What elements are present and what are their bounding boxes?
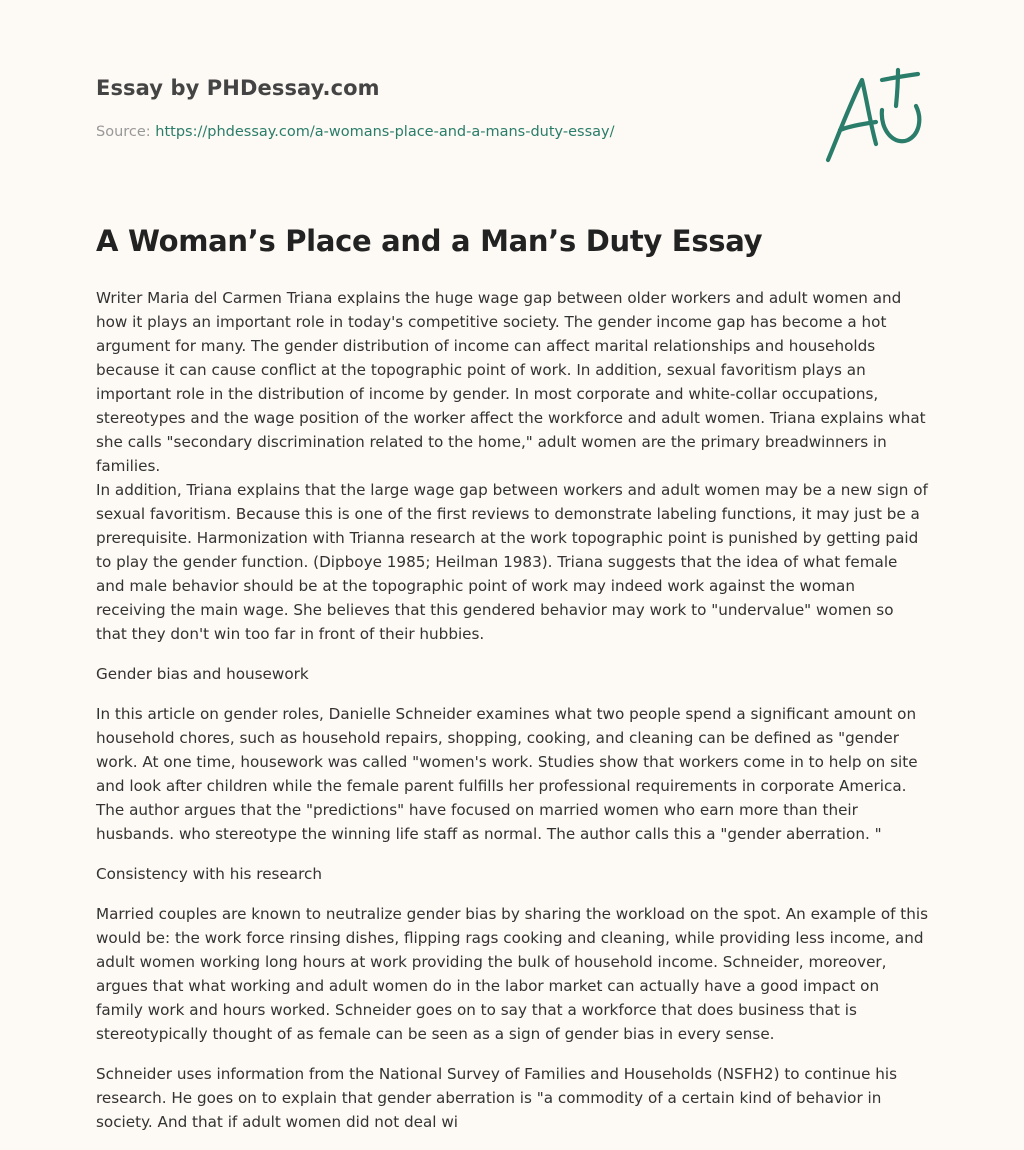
section-heading-gender-bias: Gender bias and housework xyxy=(96,665,309,683)
essay-body xyxy=(96,286,928,1150)
paragraph-1: Writer Maria del Carmen Triana explains the huge wage gap between older workers and adult women and how it plays an important role in today's competitive society. The gender income gap has become a hot argument for many. The gender distribution of income can affect marital relationships and households because it can cause conflict at the topographic point of work. In addition, sexual favoritism plays an important role in the distribution of income by gender. In most corporate and white-collar occupations, stereotypes and the wage position of the worker affect the workforce and adult women. Triana explains what she calls "secondary discrimination related to the home," adult women are the primary breadwinners in families. xyxy=(96,289,926,475)
paragraph-5: Schneider uses information from the National Survey of Families and Households (NSFH2) to continue his research. He goes on to explain that gender aberration is "a commodity of a certain kind of behavior in society. And that if adult women did not deal wi xyxy=(96,1065,898,1131)
site-brand: Essay by PHDessay.com xyxy=(96,76,380,100)
paragraph-2: In addition, Triana explains that the large wage gap between workers and adult women may be a new sign of sexual favoritism. Because this is one of the first reviews to demonstrate labeling functions, it may just be a prerequisite. Harmonization with Trianna research at the work topographic point is punished by getting paid to play the gender function. (Dipboye 1985; Heilman 1983). Triana suggests that the idea of what female and male behavior should be at the topographic point of work may indeed work against the woman receiving the main wage. She believes that this gendered behavior may work to "undervalue" women so that they don't win too far in front of their hubbies. xyxy=(96,481,928,643)
section-heading-consistency: Consistency with his research xyxy=(96,865,322,883)
essay-title: A Woman’s Place and a Man’s Duty Essay xyxy=(96,224,763,258)
paragraph-4: Married couples are known to neutralize gender bias by sharing the workload on the spot. An example of this would be: the work force rinsing dishes, flipping rags cooking and cleaning, while providing less income, and adult women working long hours at work providing the bulk of household income. Schneider, moreover, argues that what working and adult women do in the labor market can actually have a good impact on family work and hours worked. Schneider goes on to say that a workforce that does business that is stereotypically thought of as female can be seen as a sign of gender bias in every sense. xyxy=(96,905,929,1043)
source-link[interactable]: https://phdessay.com/a-womans-place-and-a-mans-duty-essay/ xyxy=(155,124,615,140)
source-label: Source: xyxy=(96,124,156,140)
a-plus-logo xyxy=(820,66,928,166)
source-line xyxy=(96,124,614,140)
paragraph-3: In this article on gender roles, Danielle Schneider examines what two people spend a significant amount on household chores, such as household repairs, shopping, cooking, and cleaning can be defined as "gender work. At one time, housework was called "women's work. Studies show that workers come in to help on site and look after children while the female parent fulfills her professional requirements in corporate America. The author argues that the "predictions" have focused on married women who earn more than their husbands. who stereotype the winning life staff as normal. The author calls this a "gender aberration. " xyxy=(96,705,918,843)
